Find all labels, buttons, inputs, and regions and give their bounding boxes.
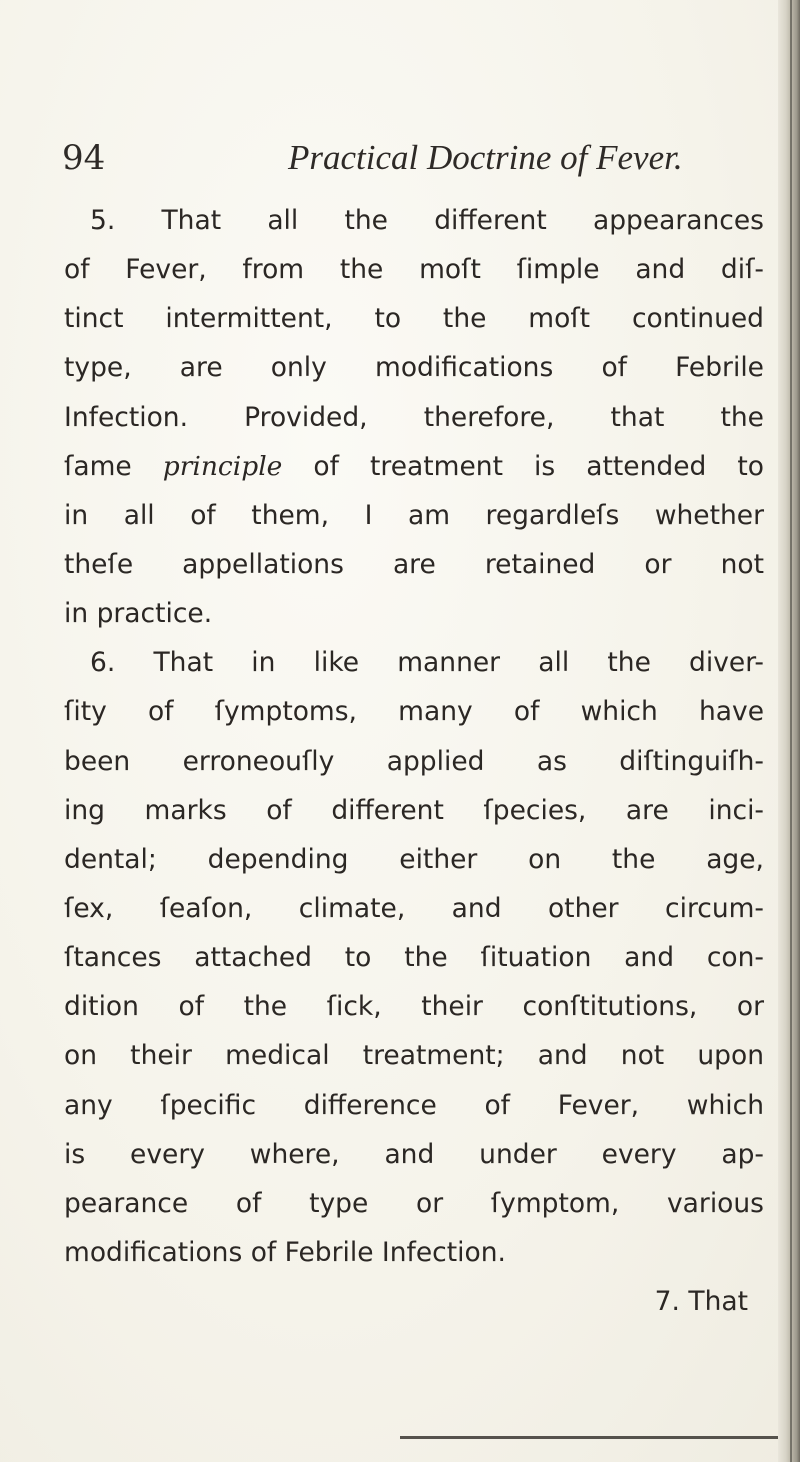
text-line: on their medical treatment; and not upon (64, 1040, 764, 1072)
page-edge-shadow (778, 0, 800, 1462)
page-header (62, 128, 762, 188)
text-line-emphasis: ſame principle of treatment is attended to (64, 450, 764, 482)
running-head: Practical Doctrine of Fever. (288, 138, 683, 177)
text-line: in all of them, I am regardleſs whether (64, 499, 764, 531)
text-line: in practice. (64, 598, 213, 630)
text-line: of Fever, from the moſt ſimple and diſ- (64, 254, 764, 286)
page-number: 94 (62, 138, 106, 178)
text-line: 6. That in like manner all the diver- (90, 647, 764, 679)
bottom-rule (400, 1436, 778, 1439)
text-line: ſtances attached to the ſituation and con- (64, 942, 764, 974)
text-line: any ſpecific difference of Fever, which (64, 1089, 764, 1121)
text-line: dition of the ſick, their conſtitutions, or (64, 991, 764, 1023)
text-line: pearance of type or ſymptom, various (64, 1187, 764, 1219)
text-line: ing marks of different ſpecies, are inci- (64, 794, 764, 826)
text-line: 5. That all the different appearances (90, 205, 764, 236)
text-line: ſity of ſymptoms, many of which have (64, 696, 764, 728)
text-line: dental; depending either on the age, (64, 843, 764, 875)
text-line: type, are only modifications of Febrile (64, 352, 764, 384)
emphasis-principle: principle (162, 450, 283, 482)
paragraph-5 (64, 196, 764, 638)
catchword: 7. That (654, 1286, 748, 1318)
paragraph-6 (64, 638, 764, 1277)
text-line: been erroneouſly applied as diſtinguiſh- (64, 745, 764, 777)
page-edge-line (790, 0, 792, 1462)
text-line: tinct intermittent, to the moſt continued (64, 303, 764, 335)
text-line: ſex, ſeaſon, climate, and other circum- (64, 892, 764, 924)
text-line: Infection. Provided, therefore, that the (64, 401, 764, 433)
text-line: is every where, and under every ap- (64, 1138, 764, 1170)
text-line: theſe appellations are retained or not (64, 548, 764, 580)
text-line: modifications of Febrile Infection. (64, 1236, 506, 1268)
body-text (64, 196, 764, 1326)
